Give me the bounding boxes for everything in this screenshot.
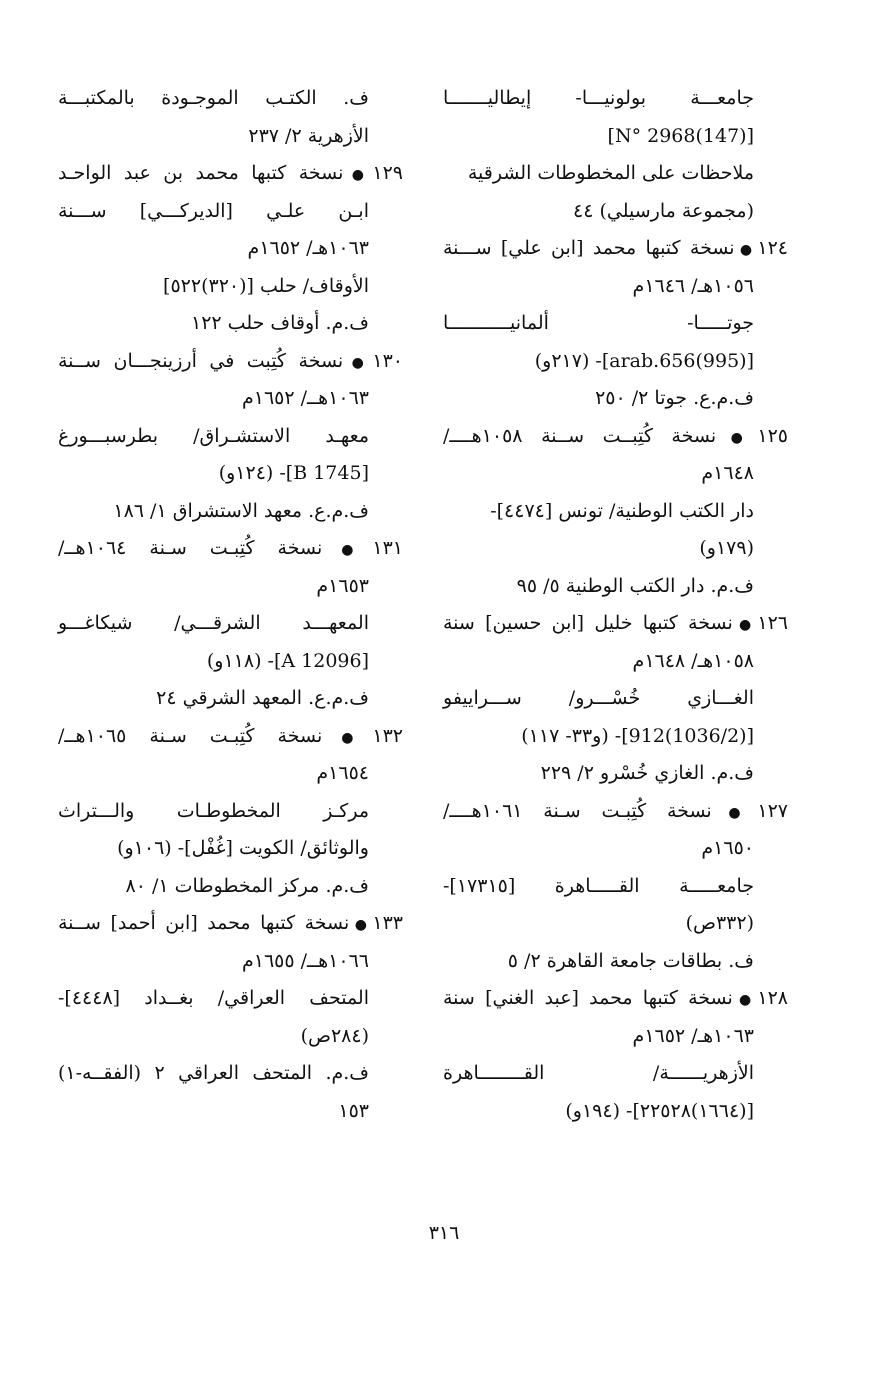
line-text: (٢٨٤ص) <box>300 1024 369 1047</box>
line-text: ١٦٤٨م <box>701 462 754 484</box>
bullet-icon: ● <box>324 542 371 558</box>
text-line <box>443 755 788 793</box>
line-text: ١٠٥٦هـ/ ١٦٤٦م <box>632 274 754 297</box>
text-line <box>443 868 788 906</box>
bullet-icon: ● <box>351 917 371 933</box>
line-text: (مجموعة مارسيلي) ٤٤ <box>572 199 754 222</box>
text-line <box>443 1093 788 1131</box>
entry-heading-line <box>443 418 788 456</box>
text-line <box>443 1018 788 1056</box>
text-line <box>443 305 788 343</box>
text-line <box>58 868 403 906</box>
line-text: نسخة كتبها خليل [ابن حسين] سنة <box>443 612 733 634</box>
entry-heading-line <box>443 230 788 268</box>
line-text: ف.م. الغازي خُسْرو ٢/ ٢٢٩ <box>540 762 754 784</box>
text-line <box>443 568 788 606</box>
text-line <box>443 493 788 531</box>
line-text: نسخة كُتِبـت سـنة ١٠٦١هــــ/ <box>443 799 712 822</box>
line-text: جوتـــــا- ألمانيـــــــــــا <box>443 312 754 334</box>
entry-number: ١٢٦ <box>757 612 788 634</box>
line-text: والوثائق/ الكويت [غُفْل]- (١٠٦و) <box>117 837 369 859</box>
entry-number: ١٢٤ <box>757 237 789 259</box>
line-text: نسخة كُتِبت في أرزينجـــان ســنة <box>58 349 344 372</box>
line-text: المتحف العراقي/ بغــداد [٤٤٤٨]- <box>58 987 369 1009</box>
text-line <box>443 268 788 306</box>
line-text: نسخة كتبها محمد [ابن علي] ســـنة <box>443 237 735 259</box>
line-text: ملاحظات على المخطوطات الشرقية <box>467 162 754 184</box>
line-text: ف.م.ع. المعهد الشرقي ٢٤ <box>156 687 369 709</box>
text-line <box>443 343 788 381</box>
line-text: معهـد الاستشـراق/ بطرسبـــورغ <box>58 424 369 447</box>
line-text: ف.م. المتحف العراقي ٢ (الفقــه-١) <box>58 1062 369 1084</box>
line-text: [(١٦٦٤)٢٢٥٢٨]- (١٩٤و) <box>565 1099 754 1122</box>
entry-heading-line <box>443 980 788 1018</box>
text-line <box>58 493 403 531</box>
line-text: نسخة كُتِبــت ســنة ١٠٥٨هــــ/ <box>443 424 717 447</box>
line-text: [A 12096]- (١١٨و) <box>206 649 369 672</box>
text-line <box>443 943 788 981</box>
line-text: ١٦٥٠م <box>701 837 754 859</box>
line-text: جامعـــــة القـــــاهرة [١٧٣١٥]- <box>443 874 754 897</box>
line-text: ١٦٥٤م <box>316 762 369 784</box>
text-line <box>58 118 403 156</box>
left-column <box>58 80 403 1130</box>
line-text: ف. الكتـب الموجـودة بالمكتبـــة <box>58 87 369 109</box>
entry-heading-line <box>443 793 788 831</box>
bullet-icon: ● <box>713 804 756 821</box>
line-text: ١٠٦٣هـ/ ١٦٥٢م <box>632 1024 754 1047</box>
line-text: ١٠٦٣هـ/ ١٦٥٢م <box>247 237 369 259</box>
text-line <box>443 193 788 231</box>
line-text: ١٥٣ <box>338 1099 369 1122</box>
text-line <box>58 605 403 643</box>
bullet-icon: ● <box>345 167 371 183</box>
entry-heading-line <box>58 343 403 381</box>
line-text: دار الكتب الوطنية/ تونس [٤٤٧٤]- <box>490 499 754 522</box>
text-line <box>443 80 788 118</box>
line-text: (١٧٩و) <box>699 537 754 559</box>
text-line <box>58 455 403 493</box>
line-text: نسخة كتبها محمد بن عبد الواحـد <box>58 162 344 184</box>
line-text: ابـن علـي [الديركـــي] ســـنة <box>58 199 369 222</box>
line-text: الأزهريــــــة/ القــــــــاهرة <box>443 1062 754 1084</box>
line-text: ف.م.ع. جوتا ٢/ ٢٥٠ <box>595 387 754 409</box>
line-text: ف. بطاقات جامعة القاهرة ٢/ ٥ <box>507 949 754 972</box>
text-line <box>58 1093 403 1131</box>
text-line <box>443 1055 788 1093</box>
text-line <box>58 943 403 981</box>
entry-heading-line <box>58 905 403 943</box>
line-text: ف.م.ع. معهد الاستشراق ١/ ١٨٦ <box>113 499 369 522</box>
entry-number: ١٣٣ <box>372 912 404 934</box>
entry-number: ١٢٨ <box>757 987 789 1009</box>
entry-number: ١٢٧ <box>757 799 789 822</box>
bullet-icon: ● <box>345 354 371 371</box>
entry-number: ١٣٠ <box>372 349 404 372</box>
bullet-icon: ● <box>734 992 756 1008</box>
text-line <box>443 830 788 868</box>
line-text: نسخة كُتِبـت سـنة ١٠٦٤هــ/ <box>58 537 323 559</box>
text-line <box>58 830 403 868</box>
line-text: نسخة كتبها محمد [ابن أحمد] ســنة <box>58 912 350 934</box>
text-line <box>58 680 403 718</box>
text-line <box>58 1055 403 1093</box>
line-text: ف.م. أوقاف حلب ١٢٢ <box>191 312 369 334</box>
line-text: ١٠٦٣هــ/ ١٦٥٢م <box>241 387 369 409</box>
text-line <box>58 230 403 268</box>
line-text: نسخة كُتِبـت سـنة ١٠٦٥هــ/ <box>58 724 323 747</box>
text-line <box>443 680 788 718</box>
line-text: المعهـــد الشرقـــي/ شيكاغـــو <box>58 612 369 634</box>
page-number: ٣١٦ <box>428 1222 460 1244</box>
line-text: جامعـــة بولونيـــا- إيطاليـــــــا <box>443 87 754 109</box>
text-line <box>443 905 788 943</box>
line-text: ١٦٥٣م <box>316 574 369 597</box>
text-line <box>58 193 403 231</box>
right-column <box>443 80 788 1130</box>
entry-number: ١٣٢ <box>372 724 404 747</box>
text-line <box>443 118 788 156</box>
line-text: ف.م. دار الكتب الوطنية ٥/ ٩٥ <box>516 574 754 597</box>
text-line <box>58 568 403 606</box>
text-line <box>58 305 403 343</box>
text-line <box>58 380 403 418</box>
line-text: ف.م. مركز المخطوطات ١/ ٨٠ <box>125 874 369 897</box>
text-line <box>443 718 788 756</box>
entry-number: ١٢٩ <box>372 162 403 184</box>
text-line <box>58 268 403 306</box>
text-line <box>58 793 403 831</box>
entry-heading-line <box>58 718 403 756</box>
line-text: ١٠٥٨هـ/ ١٦٤٨م <box>632 649 754 672</box>
text-line <box>58 980 403 1018</box>
text-line <box>443 530 788 568</box>
entry-heading-line <box>443 605 788 643</box>
bullet-icon: ● <box>736 242 756 258</box>
entry-heading-line <box>58 155 403 193</box>
line-text: (٣٣٢ص) <box>685 912 754 934</box>
line-text: [B 1745]- (١٢٤و) <box>218 462 369 484</box>
line-text: نسخة كتبها محمد [عبد الغني] سنة <box>443 987 733 1009</box>
line-text: ١٠٦٦هــ/ ١٦٥٥م <box>241 949 369 972</box>
bullet-icon: ● <box>324 729 371 746</box>
line-text: مركـز المخطوطـات والـــتراث <box>58 799 369 822</box>
entry-number: ١٢٥ <box>757 424 789 447</box>
text-line <box>58 643 403 681</box>
entry-number: ١٣١ <box>372 537 404 559</box>
line-text: الأزهرية ٢/ ٢٣٧ <box>248 124 369 147</box>
entry-heading-line <box>58 530 403 568</box>
text-line <box>443 643 788 681</box>
text-line <box>443 455 788 493</box>
line-text: [(147)N° 2968] <box>607 124 754 147</box>
line-text: الغـــازي خُسْـــرو/ ســـراييفو <box>443 687 754 709</box>
bullet-icon: ● <box>734 617 756 633</box>
line-text: [(995)arab.656]- (٢١٧و) <box>534 349 754 372</box>
text-line <box>443 380 788 418</box>
line-text: الأوقاف/ حلب [(٣٢٠)٥٢٢] <box>163 274 369 297</box>
text-line <box>58 755 403 793</box>
line-text: [(1036/2)912]- (و٣٣- ١١٧) <box>521 724 754 747</box>
text-line <box>58 418 403 456</box>
text-line <box>58 80 403 118</box>
text-line <box>58 1018 403 1056</box>
bullet-icon: ● <box>718 429 756 446</box>
text-line <box>443 155 788 193</box>
